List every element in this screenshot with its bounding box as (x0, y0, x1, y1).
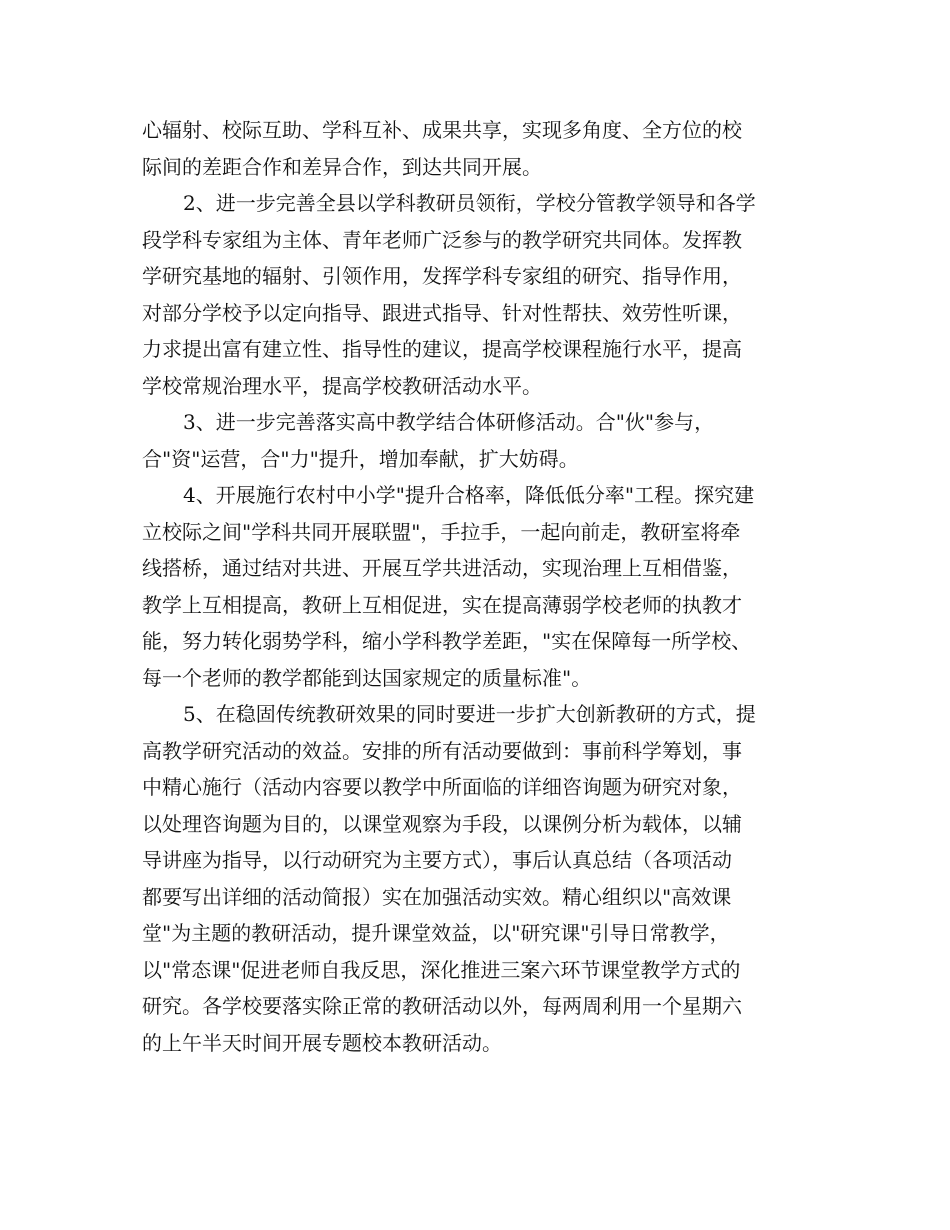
text-line: 对部分学校予以定向指导、跟进式指导、针对性帮扶、效劳性听课， (142, 300, 742, 325)
text-line: 学校常规治理水平，提高学校教研活动水平。 (142, 373, 542, 398)
document-body (142, 112, 816, 1061)
text-line: 以处理咨询题为目的，以课堂观察为手段，以课例分析为载体，以辅 (142, 811, 742, 836)
text-line: 线搭桥，通过结对共进、开展互学共进活动，实现治理上互相借鉴， (142, 556, 742, 580)
text-line: 高教学研究活动的效益。安排的所有活动要做到：事前科学筹划，事 (142, 738, 742, 763)
text-line-paragraph-start: 4、开展施行农村中小学"提升合格率，降低低分率"工程。探究建 (183, 483, 755, 507)
text-line: 教学上互相提高，教研上互相促进，实在提高薄弱学校老师的执教才 (142, 592, 742, 617)
text-line: 立校际之间"学科共同开展联盟"，手拉手，一起向前走，教研室将牵 (142, 519, 741, 544)
text-line: 都要写出详细的活动简报）实在加强活动实效。精心组织以"高效课 (142, 884, 732, 909)
text-line: 以"常态课"促进老师自我反思，深化推进三案六环节课堂教学方式的 (142, 957, 741, 982)
text-line: 的上午半天时间开展专题校本教研活动。 (142, 1030, 502, 1055)
text-line: 学研究基地的辐射、引领作用，发挥学科专家组的研究、指导作用， (142, 264, 742, 288)
text-line: 研究。各学校要落实除正常的教研活动以外，每两周利用一个星期六 (142, 994, 742, 1018)
text-line-paragraph-start: 5、在稳固传统教研效果的同时要进一步扩大创新教研的方式，提 (183, 702, 756, 726)
text-line: 心辐射、校际互助、学科互补、成果共享，实现多角度、全方位的校 (142, 118, 742, 142)
text-line-paragraph-start: 2、进一步完善全县以学科教研员领衔，学校分管教学领导和各学 (183, 191, 756, 215)
text-line: 段学科专家组为主体、青年老师广泛参与的教学研究共同体。发挥教 (142, 227, 742, 252)
text-line: 每一个老师的教学都能到达国家规定的质量标准"。 (142, 665, 592, 690)
text-line: 能，努力转化弱势学科，缩小学科教学差距，"实在保障每一所学校、 (142, 629, 752, 653)
text-line: 力求提出富有建立性、指导性的建议，提高学校课程施行水平，提高 (142, 337, 742, 361)
text-line: 中精心施行（活动内容要以教学中所面临的详细咨询题为研究对象， (142, 775, 742, 799)
text-line: 合"资"运营，合"力"提升，增加奉献，扩大妨碍。 (142, 446, 579, 471)
text-line: 际间的差距合作和差异合作，到达共同开展。 (142, 154, 542, 179)
text-line: 堂"为主题的教研活动，提升课堂效益，以"研究课"引导日常教学， (142, 921, 730, 945)
text-line-paragraph-start: 3、进一步完善落实高中教学结合体研修活动。合"伙"参与， (183, 410, 715, 434)
text-line: 导讲座为指导，以行动研究为主要方式），事后认真总结（各项活动 (142, 848, 732, 872)
